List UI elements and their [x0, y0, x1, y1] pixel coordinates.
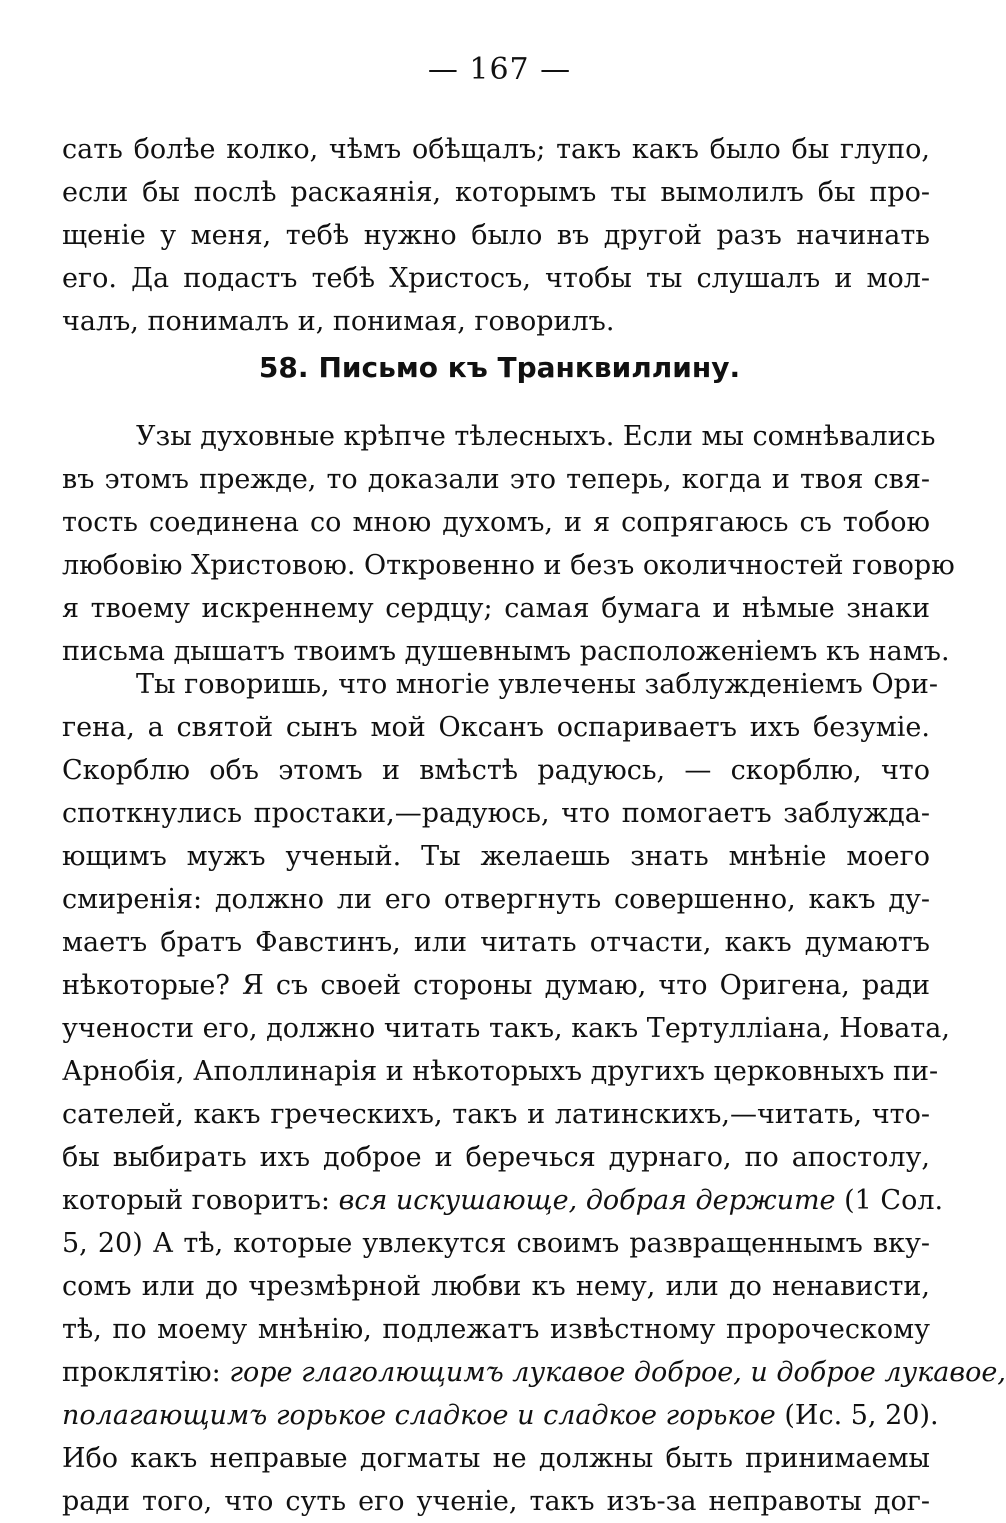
- section-number: 58.: [258, 351, 309, 384]
- text-line: въ этомъ прежде, то доказали это теперь, когда и твоя свя-: [62, 464, 930, 495]
- text-line: Узы духовные крѣпче тѣлесныхъ. Если мы сомнѣвались: [136, 421, 936, 452]
- text-line: [62, 1394, 939, 1437]
- text-line: тѣ, по моему мнѣнію, подлежатъ извѣстному пророческому: [62, 1314, 930, 1345]
- text-run: проклятію:: [62, 1357, 230, 1388]
- text-line: смиренія: должно ли его отвергнуть совершенно, какъ ду-: [62, 884, 930, 915]
- text-line: [62, 1179, 944, 1222]
- text-run: (1 Сол.: [835, 1185, 944, 1216]
- text-line: Арнобія, Аполлинарія и нѣкоторыхъ другихъ церковныхъ пи-: [62, 1056, 939, 1087]
- text-line: ющимъ мужъ ученый. Ты желаешь знать мнѣніе моего: [62, 841, 930, 872]
- text-line: тость соединена со мною духомъ, и я сопрягаюсь съ тобою: [62, 507, 930, 538]
- text-line: нѣкоторые? Я съ своей стороны думаю, что Оригена, ради: [62, 970, 930, 1001]
- text-line: если бы послѣ раскаянія, которымъ ты вымолилъ бы про-: [62, 177, 930, 208]
- text-line: Ты говоришь, что многіе увлечены заблужденіемъ Ори-: [136, 669, 938, 700]
- section-heading: [0, 348, 999, 388]
- text-line: споткнулись простаки,—радуюсь, что помогаетъ заблужда-: [62, 798, 930, 829]
- page-number: — 167 —: [427, 52, 572, 87]
- text-line: сать болѣе колко, чѣмъ обѣщалъ; такъ какъ было бы глупо,: [62, 134, 930, 165]
- text-line: Скорблю объ этомъ и вмѣстѣ радуюсь, — скорблю, что: [62, 755, 930, 786]
- text-line: письма дышатъ твоимъ душевнымъ расположеніемъ къ намъ.: [62, 636, 950, 667]
- text-line: Ибо какъ неправые догматы не должны быть принимаемы: [62, 1443, 930, 1474]
- text-line: я твоему искреннему сердцу; самая бумага и нѣмые знаки: [62, 593, 930, 624]
- paragraph-continued: [62, 128, 930, 343]
- text-line: гена, а святой сынъ мой Оксанъ оспариваетъ ихъ безуміе.: [62, 712, 930, 743]
- text-line: бы выбирать ихъ доброе и беречься дурнаго, по апостолу,: [62, 1142, 930, 1173]
- text-line: маетъ братъ Фавстинъ, или читать отчасти, какъ думаютъ: [62, 927, 930, 958]
- text-line: 5, 20) А тѣ, которые увлекутся своимъ развращеннымъ вку-: [62, 1228, 930, 1259]
- text-line: любовію Христовою. Откровенно и безъ околичностей говорю: [62, 550, 955, 581]
- text-line: щеніе у меня, тебѣ нужно было въ другой разъ начинать: [62, 220, 930, 251]
- paragraph: [62, 415, 955, 673]
- text-line: ради того, что суть его ученіе, такъ изъ-за неправоты дог-: [62, 1486, 930, 1517]
- paragraph: [62, 663, 1006, 1523]
- scripture-quote: вся искушающе, добрая держите: [338, 1185, 836, 1216]
- text-line: [62, 1351, 1006, 1394]
- section-title: Письмо къ Транквиллину.: [318, 351, 741, 384]
- scripture-quote: полагающимъ горькое сладкое и сладкое горькое: [62, 1400, 776, 1431]
- text-line: чалъ, понималъ и, понимая, говорилъ.: [62, 306, 615, 337]
- text-line: сомъ или до чрезмѣрной любви къ нему, или до ненависти,: [62, 1271, 930, 1302]
- text-run: который говоритъ:: [62, 1185, 339, 1216]
- scripture-quote: горе глаголющимъ лукавое доброе, и доброе лукавое,: [229, 1357, 1006, 1388]
- text-run: (Ис. 5, 20).: [775, 1400, 939, 1431]
- text-line: учености его, должно читать такъ, какъ Тертулліана, Новата,: [62, 1013, 950, 1044]
- text-line: сателей, какъ греческихъ, такъ и латинскихъ,—читать, что-: [62, 1099, 930, 1130]
- text-line: его. Да подастъ тебѣ Христосъ, чтобы ты слушалъ и мол-: [62, 263, 930, 294]
